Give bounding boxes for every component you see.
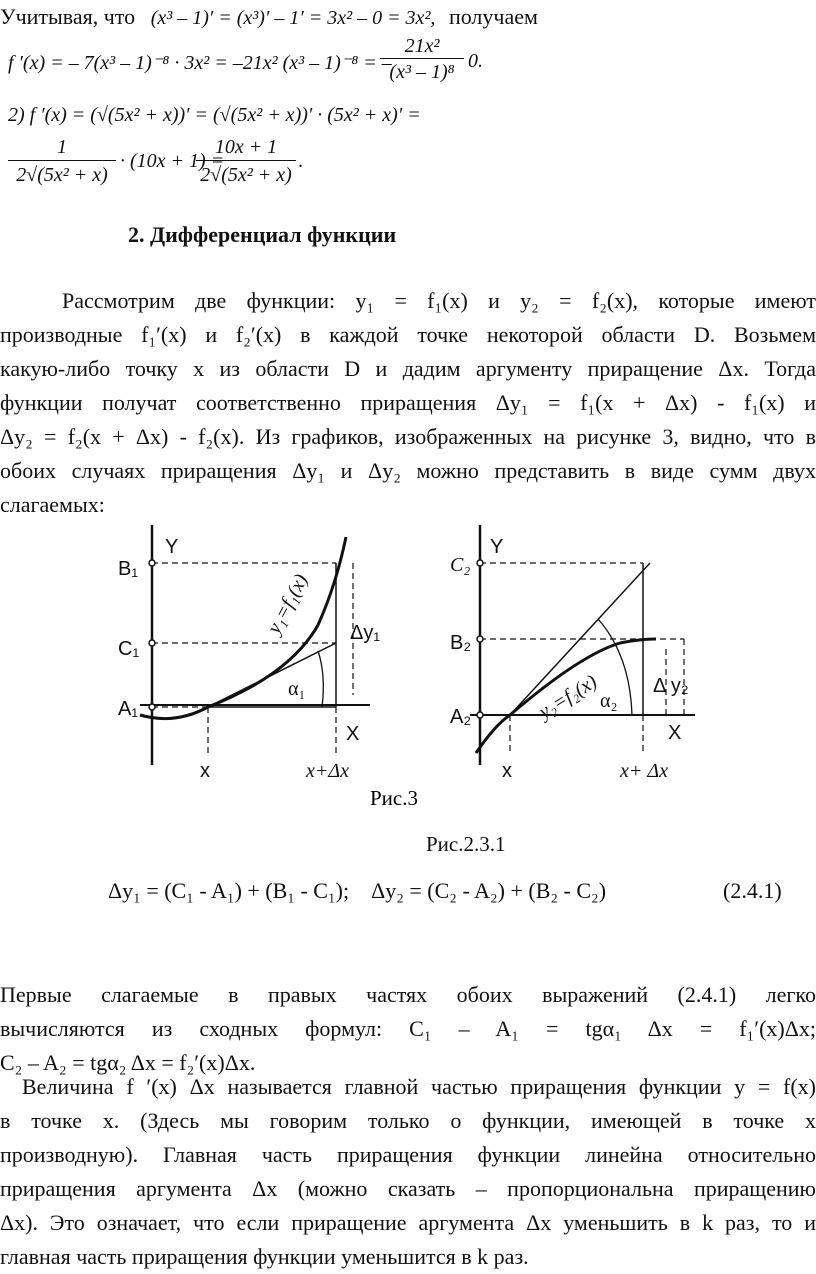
paragraph-1-line: функции получат соответственно приращения Δy₁ = f₁(x + Δx) - f₁(x) и: [0, 390, 816, 415]
left-tick-C: [149, 640, 155, 646]
right-label-alpha: α₂: [600, 690, 618, 712]
paragraph-1-line: производные f₁′(x) и f₂′(x) в каждой точке некоторой области D. Возьмем: [0, 322, 816, 347]
paragraph-3-line: в точке x. (Здесь мы говорим только о функции, имеющей в точке x: [0, 1108, 816, 1133]
left-label-delta: Δy₁: [350, 622, 381, 644]
right-graph: [470, 525, 695, 765]
formula-line-1-suffix: получаем: [448, 4, 538, 29]
right-y-label: Y: [490, 536, 504, 558]
formula-line-1: [0, 0, 816, 35]
left-tick-B: [149, 560, 155, 566]
fraction-1-denominator: (x³ – 1)⁸: [389, 61, 455, 83]
paragraph-2-line: Первые слагаемые в правых частях обоих выражений (2.4.1) легко: [0, 982, 816, 1007]
left-label-C: C₁: [118, 638, 140, 660]
fraction-3-numerator: 10x + 1: [214, 136, 278, 158]
left-label-A: A₁: [118, 698, 139, 720]
right-tick-B: [477, 636, 483, 642]
left-x-label: X: [346, 723, 360, 745]
formula-line-2: [0, 34, 816, 90]
fraction-3-denominator: 2√(5x² + x): [200, 164, 292, 186]
formula-line-1-prefix: Учитывая, что: [0, 4, 136, 29]
fraction-2-numerator: 1: [57, 136, 67, 158]
left-labels: [118, 536, 380, 782]
formula-line-1-math: (x³ – 1)′ = (x³)′ – 1′ = 3x² – 0 = 3x²,: [150, 7, 436, 29]
figure-caption: Рис.3: [370, 786, 418, 810]
paragraph-3-line: производную). Главная часть приращения функции линейна относительно: [0, 1142, 816, 1167]
formula-line-4: [0, 134, 816, 196]
formula-line-3: 2) f ′(x) = (√(5x² + x))′ = (√(5x² + x))′ · (5x² + x)′ =: [8, 104, 421, 126]
formula-line-4-end: .: [298, 150, 303, 172]
right-label-B: B₂: [450, 632, 472, 654]
left-tick-A: [149, 704, 155, 710]
fraction-3: [196, 134, 296, 189]
paragraph-3-line: Δx). Это означает, что если приращение аргумента Δx уменьшить в k раз, то и: [0, 1210, 816, 1235]
paragraph-3-line: Величина f ′(x) Δx называется главной частью приращения функции y = f(x): [22, 1074, 816, 1099]
fraction-1-numerator: 21x²: [404, 35, 440, 57]
paragraph-2: [0, 978, 816, 1080]
right-tick-C: [477, 560, 483, 566]
equation-number: (2.4.1): [723, 878, 782, 903]
right-label-C: C₂: [450, 554, 471, 576]
paragraph-3-line: приращения аргумента Δx (можно сказать – пропорциональна приращению: [0, 1176, 816, 1201]
equation-text: Δy₁ = (C₁ - A₁) + (B₁ - C₁); Δy₂ = (C₂ - A₂) + (B₂ - C₂): [108, 878, 607, 903]
left-graph: [140, 525, 370, 765]
figure-caption-2: Рис.2.3.1: [426, 832, 506, 856]
paragraph-1-line: обоих случаях приращения Δy₁ и Δy₂ можно представить в виде сумм двух: [0, 458, 816, 483]
left-alpha-arc: [318, 651, 323, 707]
formula-line-2-left: f ′(x) = – 7(x³ – 1)⁻⁸ · 3x² = –21x² (x³ – 1)⁻⁸ = –: [8, 52, 392, 74]
left-curve: [140, 537, 346, 719]
right-curve-label: y₂=f₂(x): [534, 670, 601, 724]
figure-graphs: [0, 515, 816, 810]
fraction-1: [380, 34, 464, 85]
left-label-B: B₁: [118, 558, 139, 580]
right-label-delta: Δ y₂: [653, 675, 689, 697]
right-x-label: X: [668, 722, 682, 744]
right-label-x: x: [502, 760, 512, 782]
left-tangent: [208, 643, 336, 707]
left-label-alpha: α₁: [288, 678, 306, 700]
fraction-2-denominator: 2√(5x² + x): [16, 164, 108, 186]
right-tick-A: [477, 712, 483, 718]
formula-line-2-end: 0.: [468, 50, 483, 72]
left-curve-label: y₁=f₁(x): [262, 570, 313, 638]
right-labels: [450, 536, 689, 782]
left-label-x: x: [200, 760, 210, 782]
paragraph-3: [0, 1070, 816, 1274]
fraction-2: [8, 134, 116, 189]
left-y-label: Y: [165, 536, 179, 558]
section-title: 2. Дифференциал функции: [128, 222, 397, 247]
right-label-A: A₂: [450, 706, 472, 728]
paragraph-1: [0, 284, 816, 522]
paragraph-2-line: C₂ – A₂ = tgα₂ Δx = f₂′(x)Δx.: [0, 1050, 256, 1075]
equation-2-4-1: [0, 874, 816, 908]
paragraph-1-line: слагаемых:: [0, 492, 105, 517]
left-label-xdx: x+Δx: [306, 760, 349, 782]
paragraph-2-line: вычисляются из сходных формул: C₁ – A₁ = tgα₁ Δx = f₁′(x)Δx;: [0, 1016, 816, 1041]
paragraph-1-line: Δy₂ = f₂(x + Δx) - f₂(x). Из графиков, изображенных на рисунке 3, видно, что в: [0, 424, 816, 449]
paragraph-1-line: какую-либо точку x из области D и дадим аргументу приращение Δx. Тогда: [0, 356, 816, 381]
paragraph-1-line: Рассмотрим две функции: y₁ = f₁(x) и y₂ = f₂(x), которые имеют: [62, 288, 816, 313]
formula-line-4-middle: · (10x + 1) =: [120, 150, 225, 172]
right-label-xdx: x+ Δx: [620, 760, 668, 782]
paragraph-3-line: главная часть приращения функции уменьшится в k раз.: [0, 1244, 529, 1269]
